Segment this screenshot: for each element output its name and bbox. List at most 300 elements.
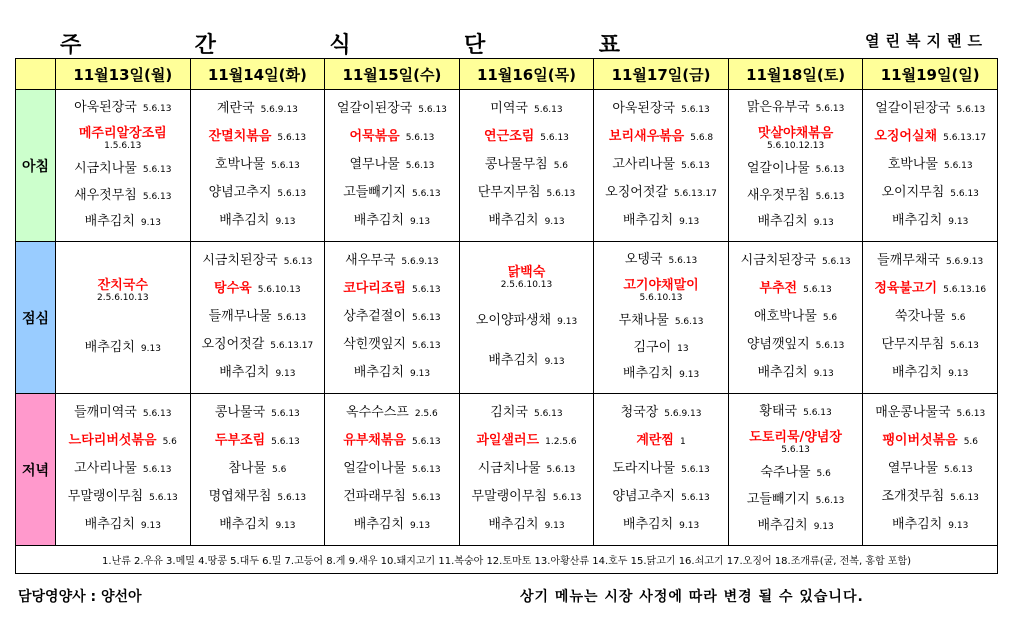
dish-name: 고들빼기지 — [343, 185, 406, 200]
weekly-menu-table — [15, 58, 998, 574]
dish-name: 맛살야채볶음 — [757, 126, 834, 142]
dish-name: 얼갈이나물 — [746, 160, 810, 176]
allergen-codes: 5.6.13 — [803, 285, 832, 295]
header-row — [16, 59, 998, 90]
allergen-codes: 5.6 — [963, 437, 979, 447]
allergen-codes: 9.13 — [275, 217, 296, 227]
allergen-codes: 5.6.13 — [411, 285, 441, 295]
allergen-codes: 9.13 — [813, 218, 834, 229]
dish-name: 들깨미역국 — [74, 405, 137, 420]
allergen-codes: 5.6.13.16 — [943, 285, 987, 295]
day-header: 11월13일(월) — [56, 59, 191, 90]
dish-name: 명엽채무침 — [208, 489, 272, 504]
menu-item — [195, 185, 321, 202]
allergen-codes: 1.2.5.6 — [545, 437, 577, 447]
dish-name: 고들빼기지 — [746, 491, 810, 507]
allergen-codes: 5.6.13 — [956, 409, 986, 419]
day-header: 11월16일(목) — [459, 59, 594, 90]
dish-name: 양념깻잎지 — [746, 337, 810, 352]
dish-name: 들깨무나물 — [208, 309, 272, 324]
dish-name: 배추김치 — [892, 213, 943, 228]
meal-label: 아침 — [16, 90, 56, 242]
allergen-codes: 9.13 — [557, 317, 578, 327]
allergen-codes: 5.6.13.17 — [270, 341, 314, 351]
menu-item — [60, 517, 186, 534]
main-dish — [464, 129, 590, 146]
menu-item — [867, 405, 993, 422]
main-dish — [60, 433, 186, 450]
allergen-codes: 5.6.13 — [815, 495, 845, 506]
allergen-codes: 5.6.13 — [546, 189, 576, 199]
dish-name: 배추김치 — [353, 517, 404, 532]
menu-item — [329, 101, 455, 118]
allergen-codes: 1.5.6.13 — [104, 141, 142, 152]
allergen-codes: 5.6.13.17 — [673, 189, 717, 199]
dish-name: 황태국 — [759, 403, 798, 419]
menu-item — [329, 157, 455, 174]
dish-name: 무말랭이무침 — [67, 489, 144, 504]
menu-cell — [56, 394, 191, 546]
menu-item — [329, 489, 455, 506]
menu-item — [598, 340, 724, 357]
dish-name: 매운콩나물국 — [875, 405, 951, 420]
menu-item — [867, 213, 993, 230]
dish-name: 배추김치 — [84, 214, 135, 230]
allergen-codes: 5.6.13 — [533, 105, 563, 115]
menu-item — [598, 157, 724, 174]
allergen-codes: 5.6.13 — [411, 437, 441, 447]
menu-item — [464, 185, 590, 202]
dish-name: 배추김치 — [219, 517, 270, 532]
dish-name: 김구이 — [633, 339, 672, 355]
allergen-codes: 5.6.13 — [411, 341, 441, 351]
allergen-codes: 5.6.13 — [142, 164, 172, 175]
menu-cell — [325, 394, 460, 546]
allergen-codes: 5.6.13 — [815, 103, 845, 114]
allergen-codes: 5.6.13 — [803, 407, 832, 418]
main-dish — [733, 126, 859, 151]
dish-name: 코다리조림 — [343, 281, 406, 296]
allergen-codes: 5.6.13 — [943, 161, 973, 171]
allergen-codes: 5.6.13 — [681, 465, 710, 475]
allergen-codes: 5.6.13 — [668, 255, 698, 266]
menu-item — [867, 461, 993, 478]
dish-name: 보리새우볶음 — [608, 129, 685, 144]
dish-name: 오뎅국 — [624, 251, 663, 267]
allergen-codes: 5.6.10.12.13 — [766, 141, 825, 152]
allergen-codes: 5.6 — [162, 437, 177, 447]
dish-name: 호박나물 — [887, 157, 938, 172]
page-title — [60, 28, 620, 58]
allergen-codes: 9.13 — [275, 369, 296, 379]
allergen-codes: 9.13 — [679, 521, 700, 531]
menu-item — [598, 461, 724, 478]
menu-item — [60, 100, 186, 117]
menu-item — [60, 188, 186, 205]
allergen-codes: 9.13 — [410, 369, 431, 379]
allergen-codes: 5.6.13 — [283, 257, 313, 267]
menu-item — [195, 405, 321, 422]
main-dish — [598, 129, 724, 146]
allergen-codes: 5.6.13 — [552, 493, 582, 503]
menu-item — [195, 253, 321, 270]
allergen-codes: 9.13 — [948, 369, 969, 379]
dish-name: 배추김치 — [892, 365, 943, 380]
dish-name: 유부채볶음 — [343, 433, 406, 448]
dish-name: 배추김치 — [488, 213, 539, 228]
menu-cell — [728, 90, 863, 242]
main-dish — [598, 433, 724, 450]
allergen-codes: 5.6 — [272, 465, 287, 475]
allergen-codes: 5.6.13 — [142, 191, 172, 202]
main-dish — [60, 126, 186, 151]
menu-item — [598, 213, 724, 230]
allergen-codes: 5.6.13 — [821, 257, 851, 267]
menu-item — [867, 517, 993, 534]
allergen-codes: 5.6.13 — [142, 465, 172, 475]
dish-name: 쑥갓나물 — [894, 309, 946, 324]
menu-item — [733, 492, 859, 509]
allergen-codes: 5.6.13 — [271, 437, 300, 447]
allergen-codes: 5.6.13 — [533, 409, 563, 419]
allergen-codes: 9.13 — [813, 522, 834, 533]
dish-name: 부추전 — [759, 281, 798, 296]
menu-item — [60, 161, 186, 178]
menu-cell — [594, 90, 729, 242]
allergen-codes: 9.13 — [544, 217, 565, 227]
menu-item — [598, 489, 724, 506]
dish-name: 잔멸치볶음 — [208, 129, 272, 144]
dish-name: 맑은유부국 — [746, 99, 810, 115]
allergen-codes: 1 — [680, 437, 686, 447]
allergen-codes: 9.13 — [679, 370, 700, 381]
menu-item — [598, 313, 724, 330]
dish-name: 건파래무침 — [343, 489, 406, 504]
menu-item — [195, 517, 321, 534]
main-dish — [867, 129, 993, 146]
allergen-codes: 5.6.9.13 — [260, 105, 298, 115]
allergen-codes: 5.6.13 — [149, 493, 178, 503]
menu-cell — [594, 242, 729, 394]
menu-item — [733, 214, 859, 231]
dish-name: 양념고추지 — [208, 185, 272, 200]
menu-item — [733, 161, 859, 178]
main-dish — [867, 433, 993, 450]
menu-cell — [728, 394, 863, 546]
dish-name: 도토리묵/양념장 — [749, 430, 842, 446]
allergen-codes: 5.6 — [951, 313, 966, 323]
change-notice: 상기 메뉴는 시장 사정에 따라 변경 될 수 있습니다. — [520, 589, 864, 605]
allergen-codes: 5.6.13 — [142, 103, 172, 114]
allergen-codes: 5.6.13 — [781, 445, 810, 456]
allergen-codes: 5.6.13 — [277, 493, 307, 503]
dish-name: 배추김치 — [488, 517, 539, 532]
allergen-codes: 5.6.13 — [681, 105, 710, 115]
menu-cell — [459, 90, 594, 242]
main-dish — [195, 433, 321, 450]
main-dish — [733, 430, 859, 455]
allergen-codes: 2.5.6 — [414, 409, 438, 419]
dish-name: 배추김치 — [219, 213, 270, 228]
menu-item — [60, 214, 186, 231]
allergen-codes: 5.6.13 — [271, 409, 300, 419]
allergen-codes: 5.6.13 — [540, 133, 569, 143]
menu-item — [60, 340, 186, 357]
menu-item — [733, 188, 859, 205]
allergen-codes: 9.13 — [948, 217, 969, 227]
menu-cell — [325, 90, 460, 242]
allergen-codes: 5.6.13 — [943, 465, 973, 475]
allergen-codes: 5.6 — [553, 161, 569, 171]
allergen-codes: 9.13 — [140, 521, 161, 531]
day-header: 11월15일(수) — [325, 59, 460, 90]
allergen-codes: 5.6.13 — [950, 493, 979, 503]
dish-name: 청국장 — [620, 405, 659, 420]
main-dish — [867, 281, 993, 298]
allergen-codes: 5.6.13 — [142, 409, 172, 419]
menu-item — [598, 366, 724, 383]
menu-item — [195, 365, 321, 382]
allergen-codes: 5.6.13 — [674, 316, 704, 327]
meal-row — [16, 242, 998, 394]
allergen-codes: 5.6.13.17 — [943, 133, 987, 143]
dish-name: 탕수육 — [214, 281, 252, 296]
dish-name: 얼갈이나물 — [343, 461, 406, 476]
main-dish — [195, 129, 321, 146]
meal-label: 저녁 — [16, 394, 56, 546]
menu-cell — [56, 90, 191, 242]
dish-name: 팽이버섯볶음 — [882, 433, 958, 448]
dish-name: 고기야채말이 — [623, 278, 699, 294]
menu-item — [329, 309, 455, 326]
dish-name: 계란국 — [216, 101, 255, 116]
main-dish — [733, 281, 859, 298]
allergen-codes: 5.6.13 — [411, 493, 441, 503]
organization-name: 열린복지랜드 — [865, 32, 988, 50]
menu-cell — [863, 90, 998, 242]
allergen-codes: 5.6 — [822, 313, 838, 323]
menu-item — [195, 461, 321, 478]
dish-name: 메주리알장조림 — [78, 126, 167, 142]
allergen-codes: 5.6.13 — [950, 341, 979, 351]
dish-name: 배추김치 — [892, 517, 943, 532]
allergen-codes: 5.6.9.13 — [664, 409, 702, 419]
menu-item — [598, 405, 724, 422]
menu-item — [464, 405, 590, 422]
menu-cell — [459, 394, 594, 546]
menu-item — [60, 405, 186, 422]
dish-name: 상추겉절이 — [343, 309, 406, 324]
dish-name: 무채나물 — [618, 312, 669, 328]
menu-item — [60, 461, 186, 478]
dish-name: 시금치나물 — [477, 461, 541, 476]
dish-name: 양념고추지 — [612, 489, 676, 504]
meal-row — [16, 90, 998, 242]
dish-name: 들깨무채국 — [877, 253, 940, 268]
allergen-codes: 9.13 — [679, 217, 700, 227]
dish-name: 잔치국수 — [97, 278, 148, 294]
dish-name: 배추김치 — [757, 518, 808, 534]
meal-row — [16, 394, 998, 546]
menu-item — [867, 101, 993, 118]
allergen-codes: 9.13 — [410, 521, 431, 531]
dish-name: 열무나물 — [887, 461, 938, 476]
menu-item — [733, 253, 859, 270]
allergen-codes: 9.13 — [140, 343, 161, 354]
menu-item — [329, 253, 455, 270]
dish-name: 새우젓무침 — [74, 187, 137, 203]
allergen-codes: 5.6.13 — [950, 189, 979, 199]
main-dish — [329, 433, 455, 450]
menu-cell — [728, 242, 863, 394]
allergen-codes: 5.6 — [816, 468, 831, 479]
menu-item — [195, 157, 321, 174]
meal-label: 점심 — [16, 242, 56, 394]
allergen-codes: 13 — [677, 343, 689, 354]
dish-name: 얼갈이된장국 — [875, 101, 951, 116]
day-header: 11월14일(화) — [190, 59, 325, 90]
allergen-codes: 5.6.13 — [405, 133, 435, 143]
dish-name: 새우젓무침 — [746, 187, 810, 203]
main-dish — [329, 281, 455, 298]
menu-item — [733, 100, 859, 117]
menu-item — [464, 313, 590, 330]
menu-item — [867, 309, 993, 326]
dish-name: 배추김치 — [622, 517, 674, 532]
dish-name: 애호박나물 — [754, 309, 817, 324]
menu-cell — [863, 242, 998, 394]
day-header: 11월18일(토) — [728, 59, 863, 90]
dish-name: 배추김치 — [622, 213, 674, 228]
dish-name: 느타리버섯볶음 — [68, 433, 157, 448]
dish-name: 삭힌깻잎지 — [343, 337, 406, 352]
menu-item — [329, 365, 455, 382]
dish-name: 콩나물국 — [214, 405, 266, 420]
dish-name: 시금치된장국 — [202, 253, 278, 268]
menu-cell — [325, 242, 460, 394]
menu-item — [464, 517, 590, 534]
dish-name: 콩나물무침 — [484, 157, 548, 172]
dish-name: 고사리나물 — [612, 157, 676, 172]
main-dish — [195, 281, 321, 298]
menu-item — [733, 365, 859, 382]
allergen-legend: 1.난류 2.우유 3.메밀 4.땅콩 5.대두 6.밀 7.고등어 8.게 9.새우 10.돼지고기 11.복숭아 12.토마토 13.아황산류 14.호두 15.닭고기 16.쇠고기 17.오징어 18.조개류(굴, 전복, 홍합 포함) — [16, 546, 998, 574]
menu-item — [329, 517, 455, 534]
allergen-codes: 9.13 — [948, 521, 969, 531]
allergen-codes: 5.6.8 — [690, 133, 714, 143]
dish-name: 닭백숙 — [507, 265, 546, 280]
allergen-codes: 5.6.13 — [418, 105, 447, 115]
allergen-codes: 5.6.13 — [405, 161, 435, 171]
menu-item — [195, 337, 321, 354]
dish-name: 정육불고기 — [874, 281, 938, 296]
dish-name: 김치국 — [490, 405, 528, 420]
allergen-codes: 9.13 — [275, 521, 296, 531]
menu-item — [464, 461, 590, 478]
menu-item — [598, 185, 724, 202]
menu-item — [329, 337, 455, 354]
dish-name: 시금치된장국 — [740, 253, 816, 268]
allergen-codes: 5.6.10.13 — [639, 293, 683, 304]
allergen-codes: 5.6.9.13 — [945, 257, 984, 267]
menu-item — [733, 337, 859, 354]
allergen-codes: 9.13 — [813, 369, 834, 379]
menu-item — [733, 465, 859, 482]
dish-name: 시금치나물 — [74, 160, 137, 176]
allergen-codes: 2.5.6.10.13 — [97, 293, 149, 304]
dish-name: 호박나물 — [214, 157, 266, 172]
dish-name: 얼갈이된장국 — [336, 101, 413, 116]
dish-name: 오징어실채 — [874, 129, 938, 144]
dish-name: 새우무국 — [345, 253, 396, 268]
menu-item — [329, 213, 455, 230]
allergen-codes: 9.13 — [410, 217, 431, 227]
main-dish — [464, 433, 590, 450]
dish-name: 오이양파생채 — [475, 313, 552, 328]
dish-name: 단무지무침 — [477, 185, 541, 200]
menu-item — [329, 461, 455, 478]
menu-item — [464, 101, 590, 118]
allergen-codes: 5.6.13 — [815, 164, 845, 175]
allergen-codes: 9.13 — [544, 521, 565, 531]
menu-item — [733, 518, 859, 535]
day-header: 11월17일(금) — [594, 59, 729, 90]
dish-name: 과일샐러드 — [476, 433, 540, 448]
dish-name: 오징어젓갈 — [201, 337, 265, 352]
dish-name: 미역국 — [490, 101, 528, 116]
menu-item — [733, 309, 859, 326]
menu-item — [60, 489, 186, 506]
menu-cell — [190, 90, 325, 242]
allergen-codes: 5.6.13 — [681, 161, 710, 171]
allergen-codes: 5.6.13 — [681, 493, 710, 503]
dish-name: 배추김치 — [757, 214, 808, 230]
dish-name: 단무지무침 — [881, 337, 945, 352]
menu-cell — [190, 242, 325, 394]
dish-name: 참나물 — [228, 461, 267, 476]
menu-item — [733, 404, 859, 421]
menu-item — [195, 489, 321, 506]
menu-cell — [459, 242, 594, 394]
menu-item — [867, 489, 993, 506]
dish-name: 배추김치 — [353, 365, 404, 380]
allergen-codes: 5.6.13 — [815, 341, 845, 351]
allergen-codes: 2.5.6.10.13 — [500, 280, 553, 290]
menu-item — [464, 489, 590, 506]
dish-name: 도라지나물 — [612, 461, 676, 476]
menu-item — [195, 213, 321, 230]
menu-item — [464, 157, 590, 174]
dish-name: 어묵볶음 — [349, 129, 400, 144]
allergen-codes: 5.6.9.13 — [401, 257, 439, 267]
dish-name: 아욱된장국 — [612, 101, 676, 116]
dish-name: 고사리나물 — [74, 461, 137, 476]
menu-cell — [594, 394, 729, 546]
allergen-codes: 5.6.13 — [277, 133, 307, 143]
menu-item — [464, 213, 590, 230]
dish-name: 옥수수스프 — [346, 405, 409, 420]
menu-item — [598, 252, 724, 269]
menu-item — [598, 101, 724, 118]
dietitian-name: 담당영양사 : 양선아 — [18, 589, 142, 605]
allergen-codes: 5.6.13 — [411, 189, 441, 199]
menu-cell — [863, 394, 998, 546]
menu-item — [598, 517, 724, 534]
menu-item — [867, 185, 993, 202]
allergen-codes: 5.6.10.13 — [257, 285, 301, 295]
dish-name: 연근조림 — [484, 129, 535, 144]
menu-item — [867, 253, 993, 270]
